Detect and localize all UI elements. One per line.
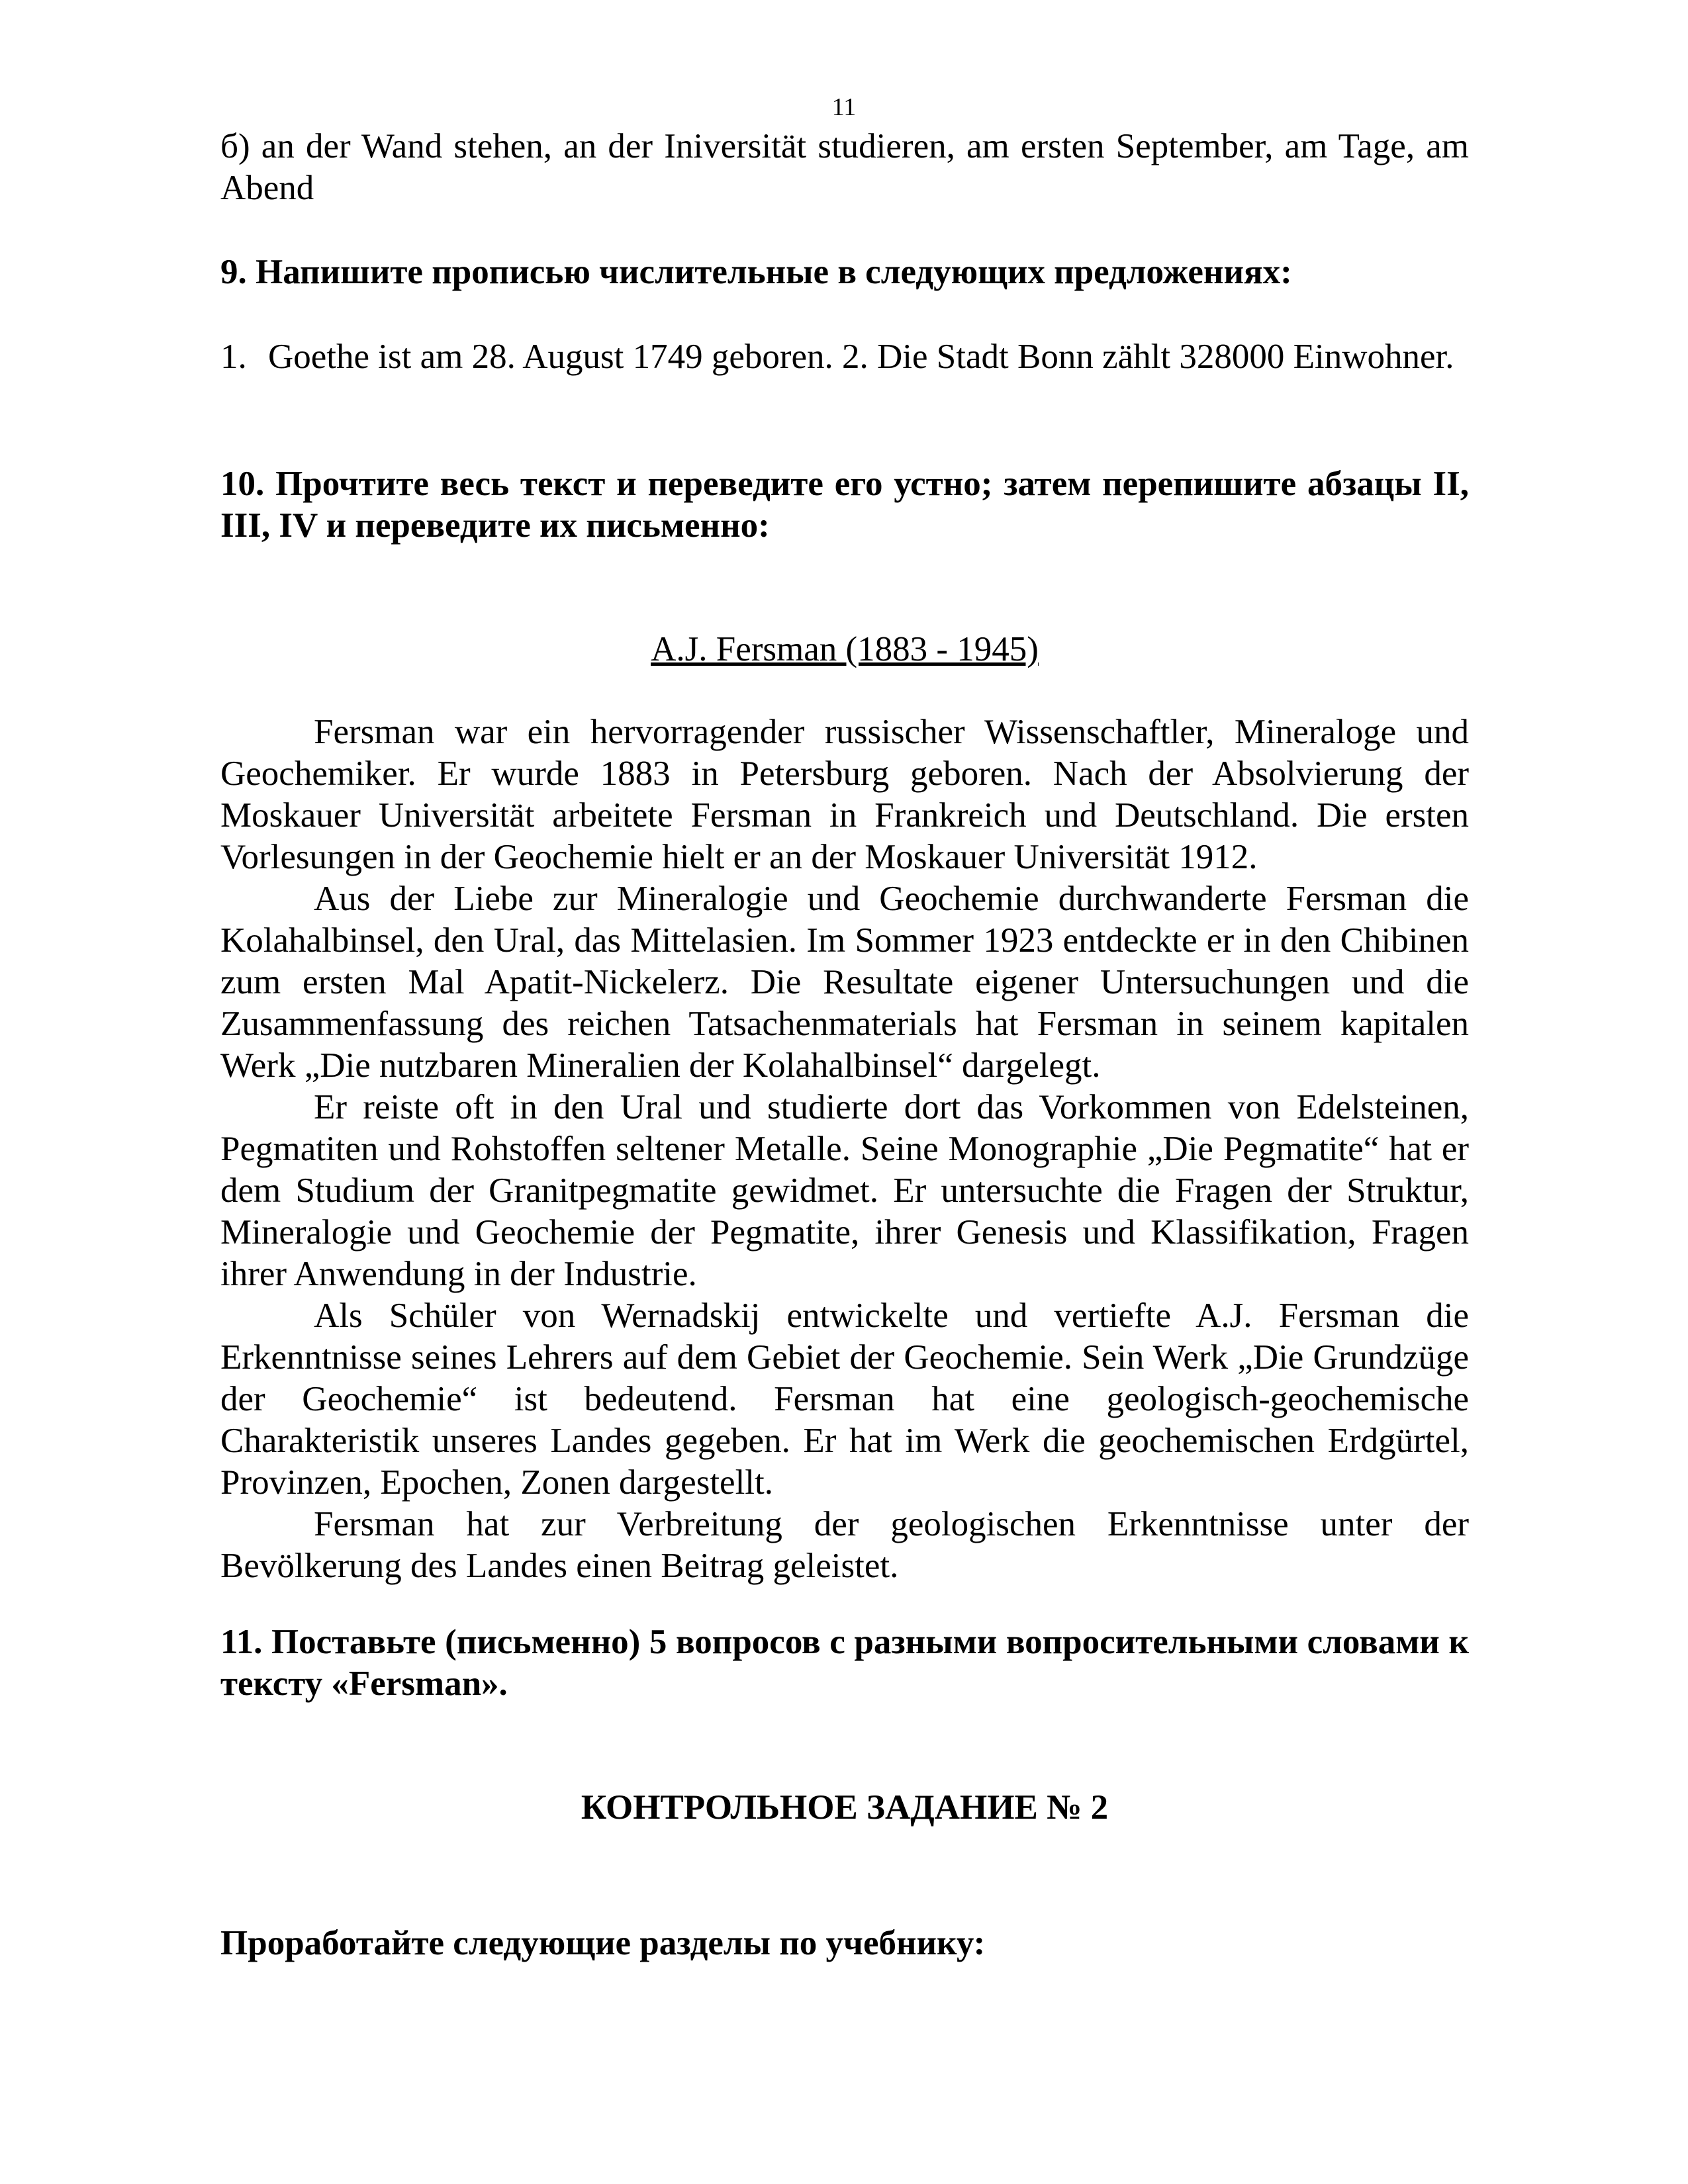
section-subheading: Проработайте следующие разделы по учебнику:	[220, 1924, 986, 1962]
text-paragraph-1: Fersman war ein hervorragender russischer Wissenschaftler, Mineraloge und Geochemiker. Er wurde 1883 in Petersburg geboren. Nach der Absolvierung der Moskauer Universität arbeitete Fersman in Frankreich und Deutschland. Die ersten Vorlesungen in der Geochemie hielt er an der Moskauer Universität 1912.	[220, 713, 1469, 876]
task-9-item-text: Goethe ist am 28. August 1749 geboren. 2. Die Stadt Bonn zählt 328000 Einwohner.	[268, 338, 1454, 376]
prev-exercise-item: б) an der Wand stehen, an der Iniversität studieren, am ersten September, am Tage, am Abend	[220, 127, 1469, 207]
text-paragraph-3: Er reiste oft in den Ural und studierte dort das Vorkommen von Edelsteinen, Pegmatiten und Rohstoffen seltener Metalle. Seine Monographie „Die Pegmatite“ hat er dem Studium der Granitpegmatite gewidmet. Er untersuchte die Fragen der Struktur, Mineralogie und Geochemie der Pegmatite, ihrer Genesis und Klassifikation, Fragen ihrer Anwendung in der Industrie.	[220, 1088, 1469, 1293]
section-title: КОНТРОЛЬНОЕ ЗАДАНИЕ № 2	[581, 1788, 1109, 1827]
task-10-heading: 10. Прочтите весь текст и переведите его устно; затем перепишите абзацы II, III, IV и переведите их письменно:	[220, 465, 1469, 545]
text-title: A.J. Fersman (1883 - 1945)	[651, 630, 1039, 668]
page-number: 11	[831, 93, 857, 121]
text-paragraph-2: Aus der Liebe zur Mineralogie und Geochemie durchwanderte Fersman die Kolahalbinsel, den Ural, das Mittelasien. Im Sommer 1923 entdeckte er in den Chibinen zum ersten Mal Apatit-Nickelerz. Die Resultate eigener Untersuchungen und die Zusammenfassung des reichen Tatsachenmaterials hat Fersman in seinem kapitalen Werk „Die nutzbaren Mineralien der Kolahalbinsel“ dargelegt.	[220, 880, 1469, 1085]
text-paragraph-4: Als Schüler von Wernadskij entwickelte und vertiefte A.J. Fersman die Erkenntnisse seines Lehrers auf dem Gebiet der Geochemie. Sein Werk „Die Grundzüge der Geochemie“ ist bedeutend. Fersman hat eine geologisch-geochemische Charakteristik unseres Landes gegeben. Er hat im Werk die geochemischen Erdgürtel, Provinzen, Epochen, Zonen dargestellt.	[220, 1297, 1469, 1502]
task-11-heading: 11. Поставьте (письменно) 5 вопросов с разными вопросительными словами к тексту «Fersman».	[220, 1623, 1469, 1703]
task-9-heading: 9. Напишите прописью числительные в следующих предложениях:	[220, 253, 1292, 291]
text-body	[220, 711, 1469, 1587]
text-paragraph-5: Fersman hat zur Verbreitung der geologischen Erkenntnisse unter der Bevölkerung des Landes einen Beitrag geleistet.	[220, 1505, 1469, 1585]
task-9-item	[220, 336, 1469, 378]
task-9-item-number: 1.	[220, 338, 247, 376]
